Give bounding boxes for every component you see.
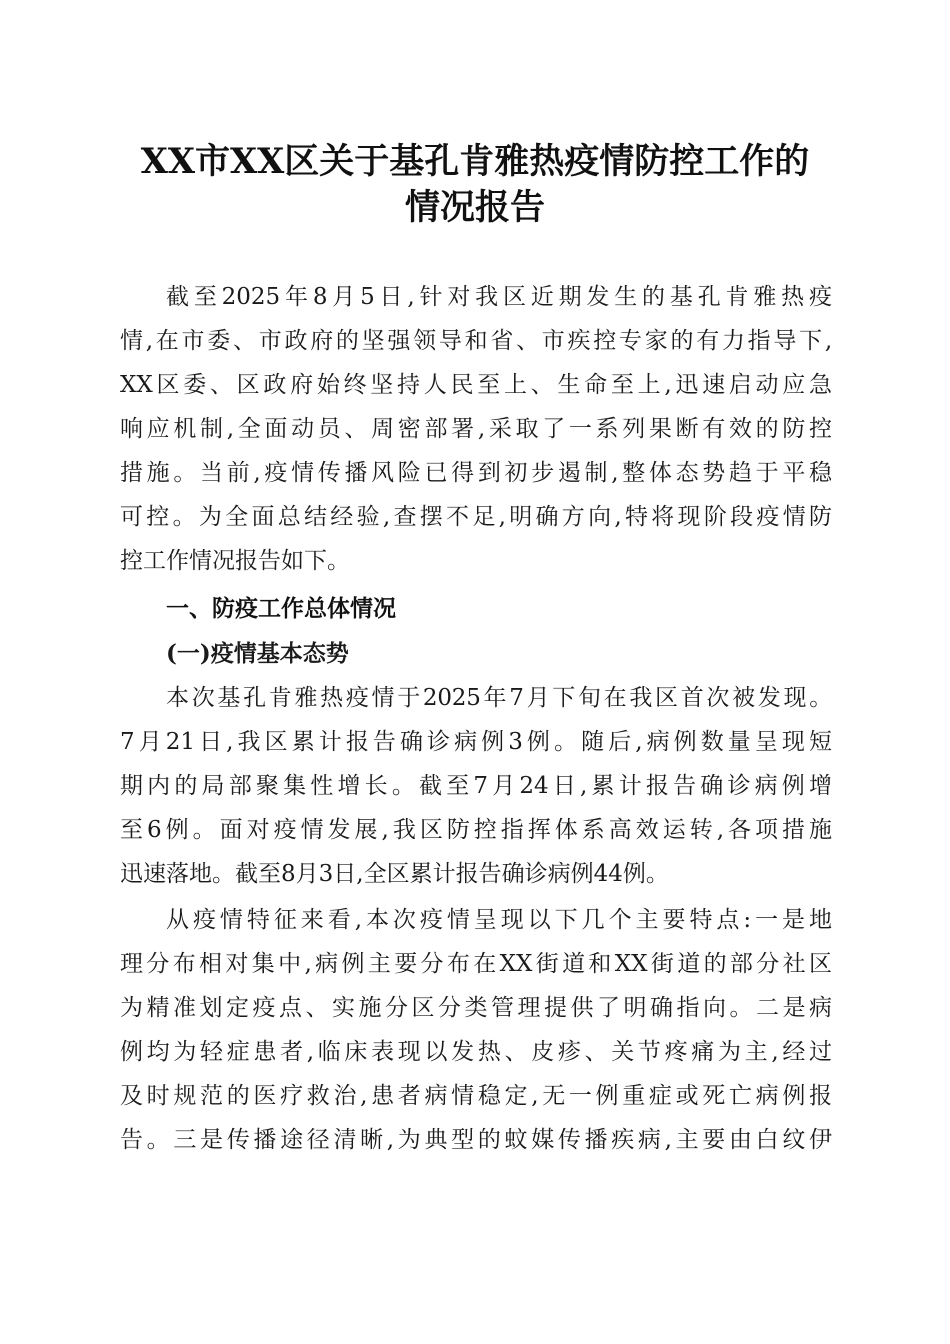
paragraph-line: 迅速落地。截至8月3日,全区累计报告确诊病例44例。 xyxy=(120,861,669,887)
section-heading: 一、防疫工作总体情况 xyxy=(166,596,396,622)
intro-line: 截至2025年8月5日,针对我区近期发生的基孔肯雅热疫 xyxy=(166,284,832,310)
intro-line: 可控。为全面总结经验,查摆不足,明确方向,特将现阶段疫情防 xyxy=(120,504,832,530)
paragraph-line: 及时规范的医疗救治,患者病情稳定,无一例重症或死亡病例报 xyxy=(120,1083,832,1109)
paragraph-line: 至6例。面对疫情发展,我区防控指挥体系高效运转,各项措施 xyxy=(120,817,832,843)
intro-line: 情,在市委、市政府的坚强领导和省、市疾控专家的有力指导下, xyxy=(120,328,832,354)
paragraph-line: 为精准划定疫点、实施分区分类管理提供了明确指向。二是病 xyxy=(120,995,832,1021)
intro-line: 措施。当前,疫情传播风险已得到初步遏制,整体态势趋于平稳 xyxy=(120,460,832,486)
intro-line: 响应机制,全面动员、周密部署,采取了一系列果断有效的防控 xyxy=(120,416,832,442)
paragraph-line: 7月21日,我区累计报告确诊病例3例。随后,病例数量呈现短 xyxy=(120,729,832,755)
subsection-heading: (一)疫情基本态势 xyxy=(166,640,349,667)
intro-line: XX区委、区政府始终坚持人民至上、生命至上,迅速启动应急 xyxy=(120,372,832,398)
paragraph-line: 理分布相对集中,病例主要分布在XX街道和XX街道的部分社区 xyxy=(120,951,832,977)
intro-line: 控工作情况报告如下。 xyxy=(120,548,350,574)
paragraph-line: 期内的局部聚集性增长。截至7月24日,累计报告确诊病例增 xyxy=(120,773,832,799)
paragraph-line: 告。三是传播途径清晰,为典型的蚊媒传播疾病,主要由白纹伊 xyxy=(120,1127,832,1153)
document-title-line-2: 情况报告 xyxy=(404,187,545,228)
document-title-line-1: XX市XX区关于基孔肯雅热疫情防控工作的 xyxy=(140,141,810,182)
paragraph-line: 例均为轻症患者,临床表现以发热、皮疹、关节疼痛为主,经过 xyxy=(120,1039,832,1065)
paragraph-line: 从疫情特征来看,本次疫情呈现以下几个主要特点:一是地 xyxy=(166,907,832,933)
paragraph-line: 本次基孔肯雅热疫情于2025年7月下旬在我区首次被发现。 xyxy=(166,685,832,711)
